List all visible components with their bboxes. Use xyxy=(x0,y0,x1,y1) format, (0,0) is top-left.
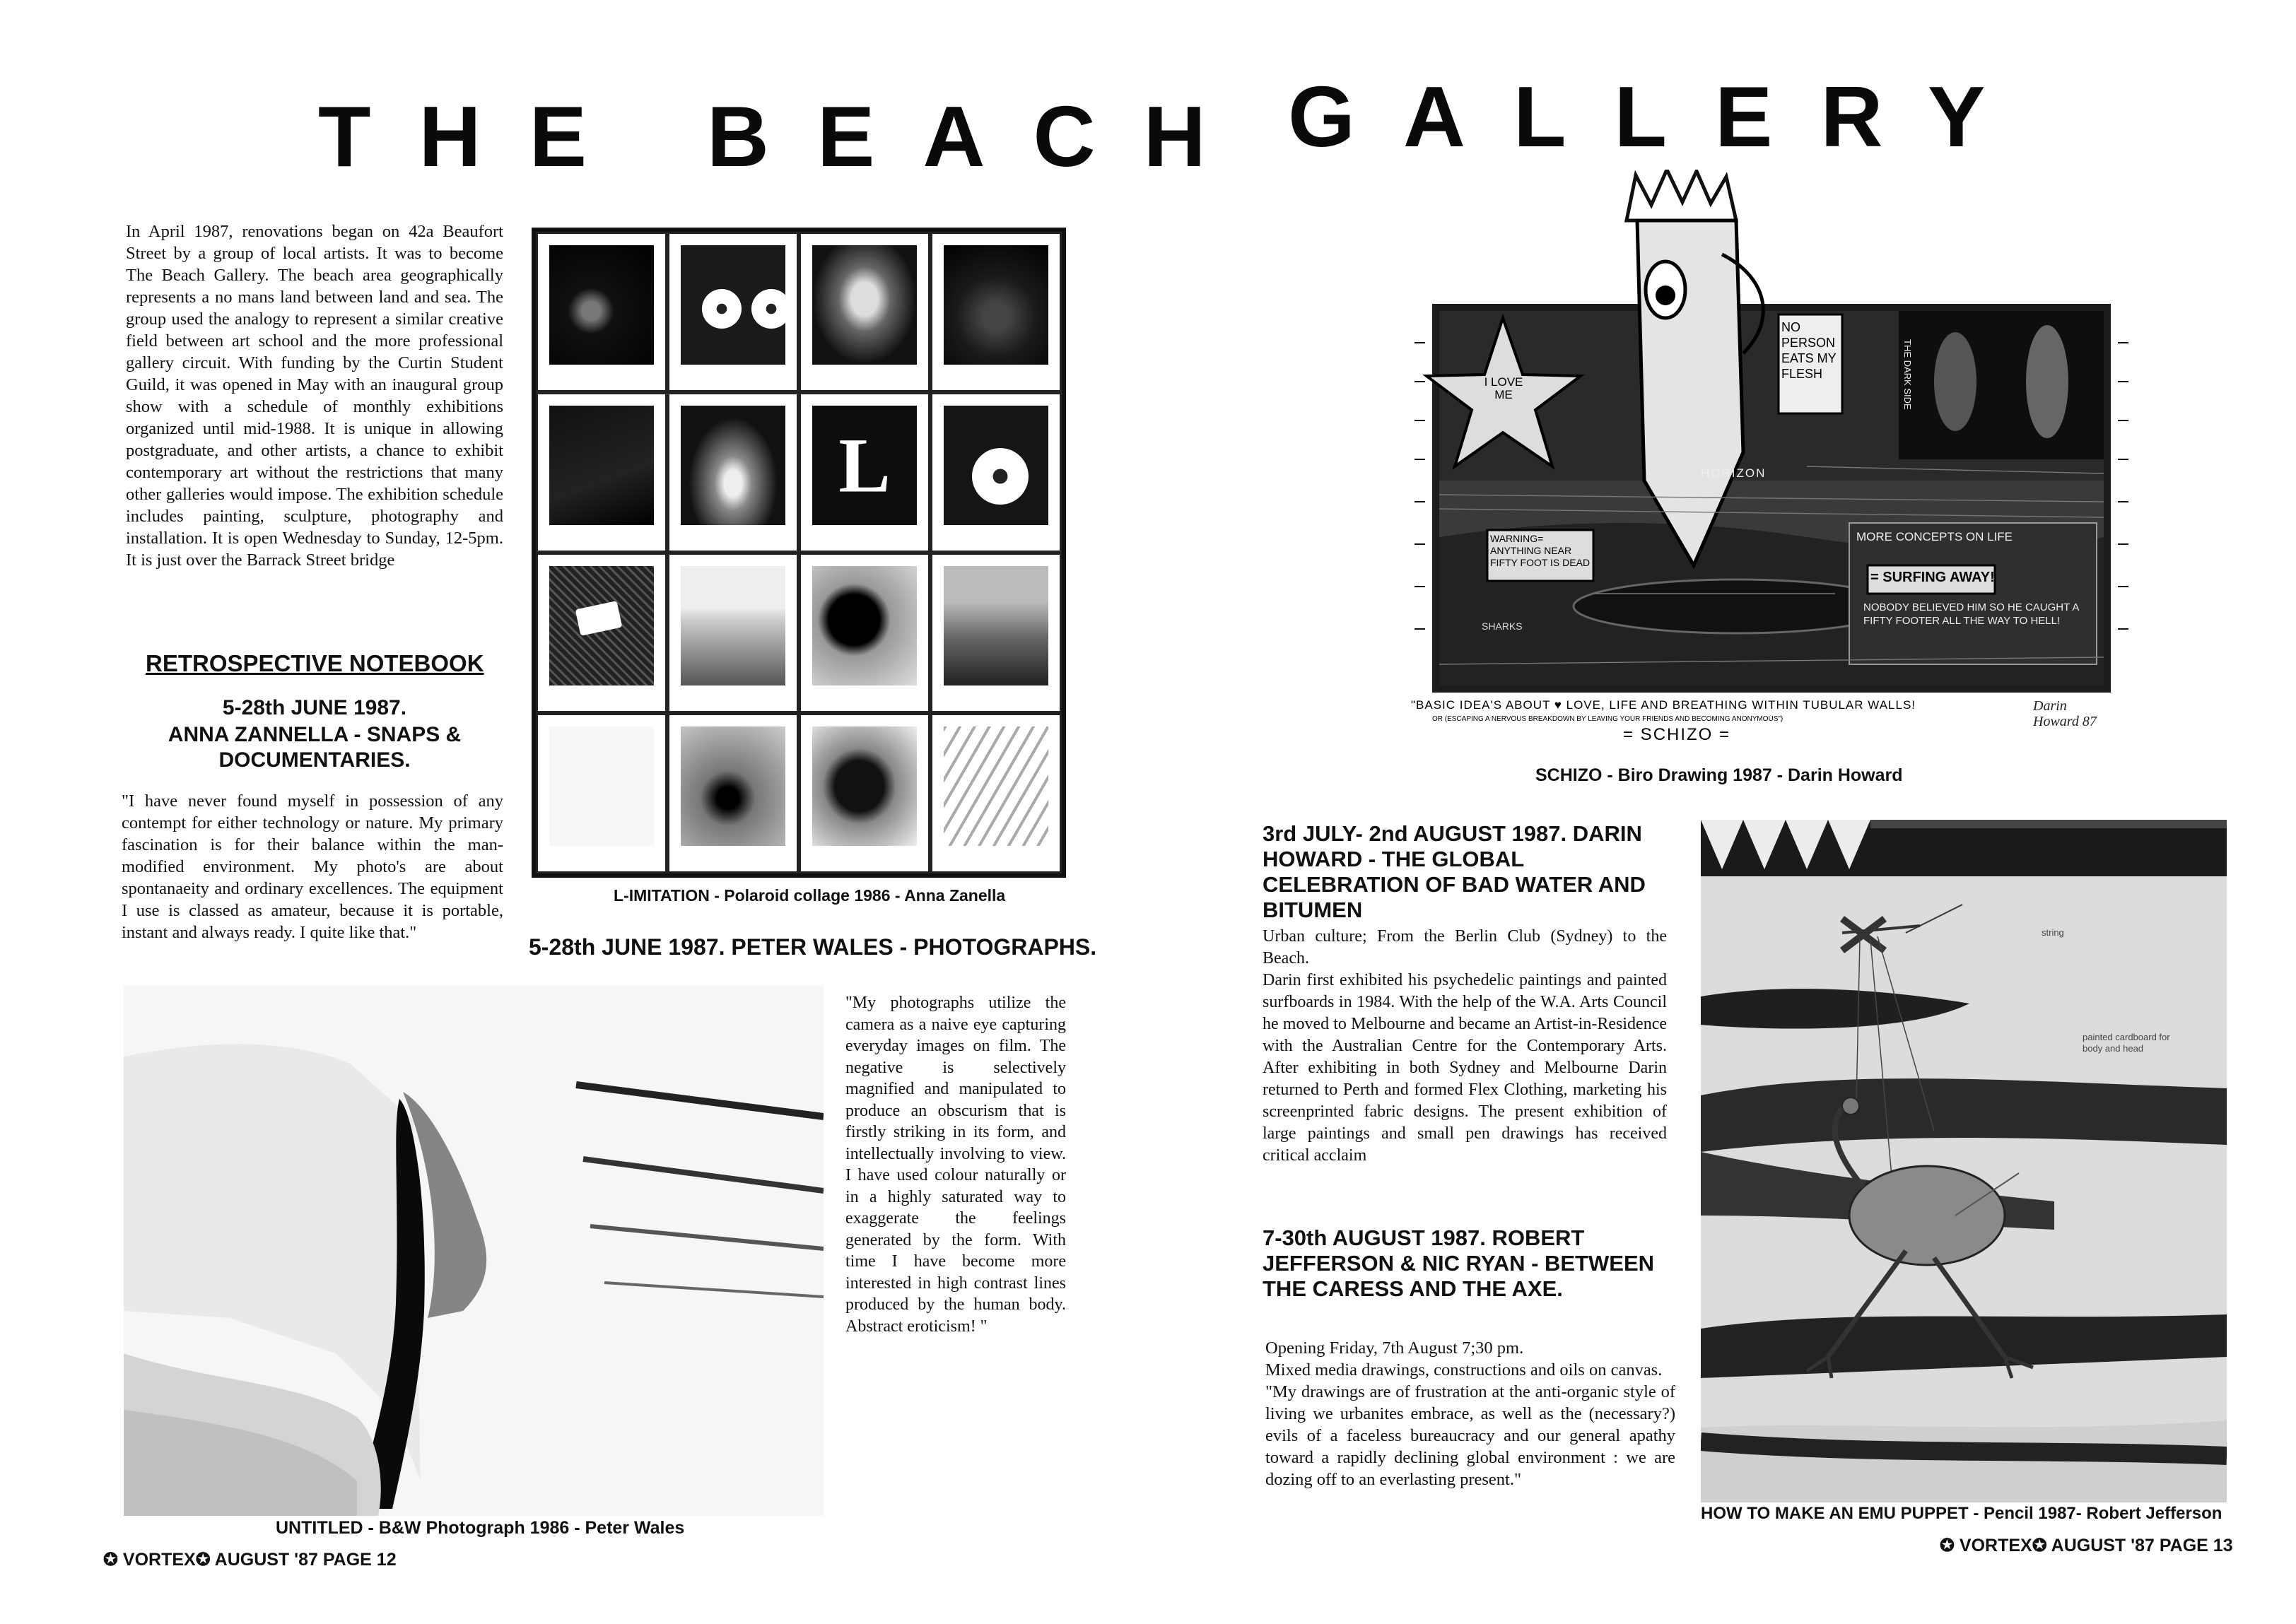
photo-caption: UNTITLED - B&W Photograph 1986 - Peter Wales xyxy=(276,1518,685,1538)
exhibit-description: Opening Friday, 7th August 7;30 pm. Mixed media drawings, constructions and oils on canvas. "My drawings are of frustration at the anti-organic style of living we urbanites embrace, as well as the (necessary?) evils of a faceless bureaucracy and our general apathy toward a rapidly declining global environment : we are dozing off to an everlasting present." xyxy=(1265,1338,1675,1489)
drawing-scrawl: OR (ESCAPING A NERVOUS BREAKDOWN BY LEAVING YOUR FRIENDS AND BECOMING ANONYMOUS") xyxy=(1432,715,1784,723)
polaroid-tile xyxy=(930,392,1062,553)
photographer-quote: "My photographs utilize the camera as a naive eye capturing everyday images on film. The negative is selectively magnified and manipulated to produce an obscurism that is firstly striking in its form, and intellectually involving to view. I have used colour naturally or in a highly saturated way to exaggerate the feelings generated by the form. With time I have become more interested in high contrast lines produced by the human body. Abstract eroticism! " xyxy=(845,994,1066,1336)
polaroid-tile xyxy=(536,713,667,873)
polaroid-tile xyxy=(930,232,1062,392)
exhibit-description: Urban culture; From the Berlin Club (Sydney) to the Beach. Darin first exhibited his psychedelic paintings and painted surfboards in 1984. With the help of the W.A. Arts Council he moved to Melbourne and became an Artist-in-Residence with the Australian Centre for the Contemporary Arts. After exhibiting in both Sydney and Melbourne Darin returned to Perth and formed Flex Clothing, marketing his screenprinted fabric designs. The present exhibition of large paintings and small pen drawings has received critical acclaim xyxy=(1263,927,1667,1165)
polaroid-tile xyxy=(799,713,930,873)
exhibit-heading: 3rd JULY- 2nd AUGUST 1987. DARIN HOWARD - THE GLOBAL CELEBRATION OF BAD WATER AND BITUMEN xyxy=(1263,821,1646,922)
pencil-caption: HOW TO MAKE AN EMU PUPPET - Pencil 1987- Robert Jefferson xyxy=(1701,1504,2222,1523)
drawing-graphic xyxy=(1411,170,2132,749)
pencil-graphic xyxy=(1701,820,2227,1502)
untitled-photograph xyxy=(124,986,824,1516)
polaroid-tile xyxy=(667,553,799,713)
drawing-annotation: painted cardboard for body and head xyxy=(2083,1032,2170,1054)
drawing-scrawl: = SCHIZO = xyxy=(1623,725,1731,744)
emu-puppet-drawing xyxy=(1701,820,2227,1502)
polaroid-tile xyxy=(799,392,930,553)
polaroid-tile xyxy=(667,392,799,553)
drawing-label: NO PERSON EATS MY FLESH xyxy=(1781,320,1837,381)
polaroid-tile xyxy=(667,232,799,392)
polaroid-tile xyxy=(799,232,930,392)
polaroid-tile xyxy=(536,553,667,713)
drawing-label: = SURFING AWAY! xyxy=(1870,570,1995,585)
exhibit-heading: 7-30th AUGUST 1987. ROBERT JEFFERSON & NIC RYAN - BETWEEN THE CARESS AND THE AXE. xyxy=(1263,1225,1655,1301)
polaroid-tile xyxy=(930,553,1062,713)
drawing-label: NOBODY BELIEVED HIM SO HE CAUGHT A FIFTY FOOTER ALL THE WAY TO HELL! xyxy=(1863,601,2079,627)
intro-paragraph: In April 1987, renovations began on 42a Beaufort Street by a group of local artists. It was to become The Beach Gallery. The beach area geographically represents a no mans land between land and sea. The group used the analogy to represent a similar creative field between art school and the more professional gallery circuit. With funding by the Curtin Student Guild, it was opened in May with an inaugural group show with a schedule of monthly exhibitions organized until mid-1988. It is unique in allowing postgraduate, and other artists, a chance to exhibit contemporary art without the restrictions that many other galleries would impose. The exhibition schedule includes painting, sculpture, photography and installation. It is open Wednesday to Sunday, 12-5pm. It is just over the Barrack Street bridge xyxy=(126,222,503,570)
drawing-label: HORIZON xyxy=(1701,466,1767,480)
collage-letter: L xyxy=(838,422,891,508)
polaroid-tile xyxy=(536,232,667,392)
polaroid-tile xyxy=(799,553,930,713)
artist-signature: Darin Howard 87 xyxy=(2033,698,2097,729)
drawing-label: THE DARK SIDE xyxy=(1902,339,1913,410)
drawing-label: I LOVE ME xyxy=(1484,375,1523,401)
collage-caption: L-IMITATION - Polaroid collage 1986 - Anna Zanella xyxy=(614,886,1006,905)
polaroid-collage xyxy=(532,228,1066,878)
drawing-label: MORE CONCEPTS ON LIFE xyxy=(1856,530,2013,543)
photo-graphic xyxy=(124,986,824,1516)
page-title-right: GALLERY xyxy=(1288,69,2034,165)
drawing-annotation: string xyxy=(2042,927,2064,938)
drawing-caption: SCHIZO - Biro Drawing 1987 - Darin Howard xyxy=(1535,765,1903,785)
exhibit-heading: 5-28th JUNE 1987. PETER WALES - PHOTOGRAPHS. xyxy=(529,934,1097,960)
page-footer-left: ✪ VORTEX✪ AUGUST '87 PAGE 12 xyxy=(103,1550,397,1570)
drawing-scrawl: "BASIC IDEA'S ABOUT ♥ LOVE, LIFE AND BREATHING WITHIN TUBULAR WALLS! xyxy=(1411,698,1916,712)
page-title-left: THE BEACH xyxy=(318,88,1254,184)
polaroid-tile xyxy=(930,713,1062,873)
drawing-label: WARNING= ANYTHING NEAR FIFTY FOOT IS DEAD xyxy=(1490,533,1591,568)
schizo-drawing xyxy=(1411,170,2132,749)
polaroid-tile xyxy=(667,713,799,873)
exhibit-title: ANNA ZANNELLA - SNAPS & DOCUMENTARIES. xyxy=(168,723,462,772)
polaroid-tile xyxy=(536,392,667,553)
artist-quote: "I have never found myself in possession of any contempt for either technology or nature. My primary fascination is for their balance within the man-modified environment. My photo's are about spontanaeity and ordinary excellences. The equipment I use is classed as amateur, because it is portable, instant and always ready. I quite like that." xyxy=(122,792,503,942)
page-footer-right: ✪ VORTEX✪ AUGUST '87 PAGE 13 xyxy=(1940,1536,2233,1555)
exhibit-date: 5-28th JUNE 1987. xyxy=(222,696,407,719)
drawing-label: SHARKS xyxy=(1482,620,1523,632)
section-heading: RETROSPECTIVE NOTEBOOK xyxy=(146,650,484,676)
